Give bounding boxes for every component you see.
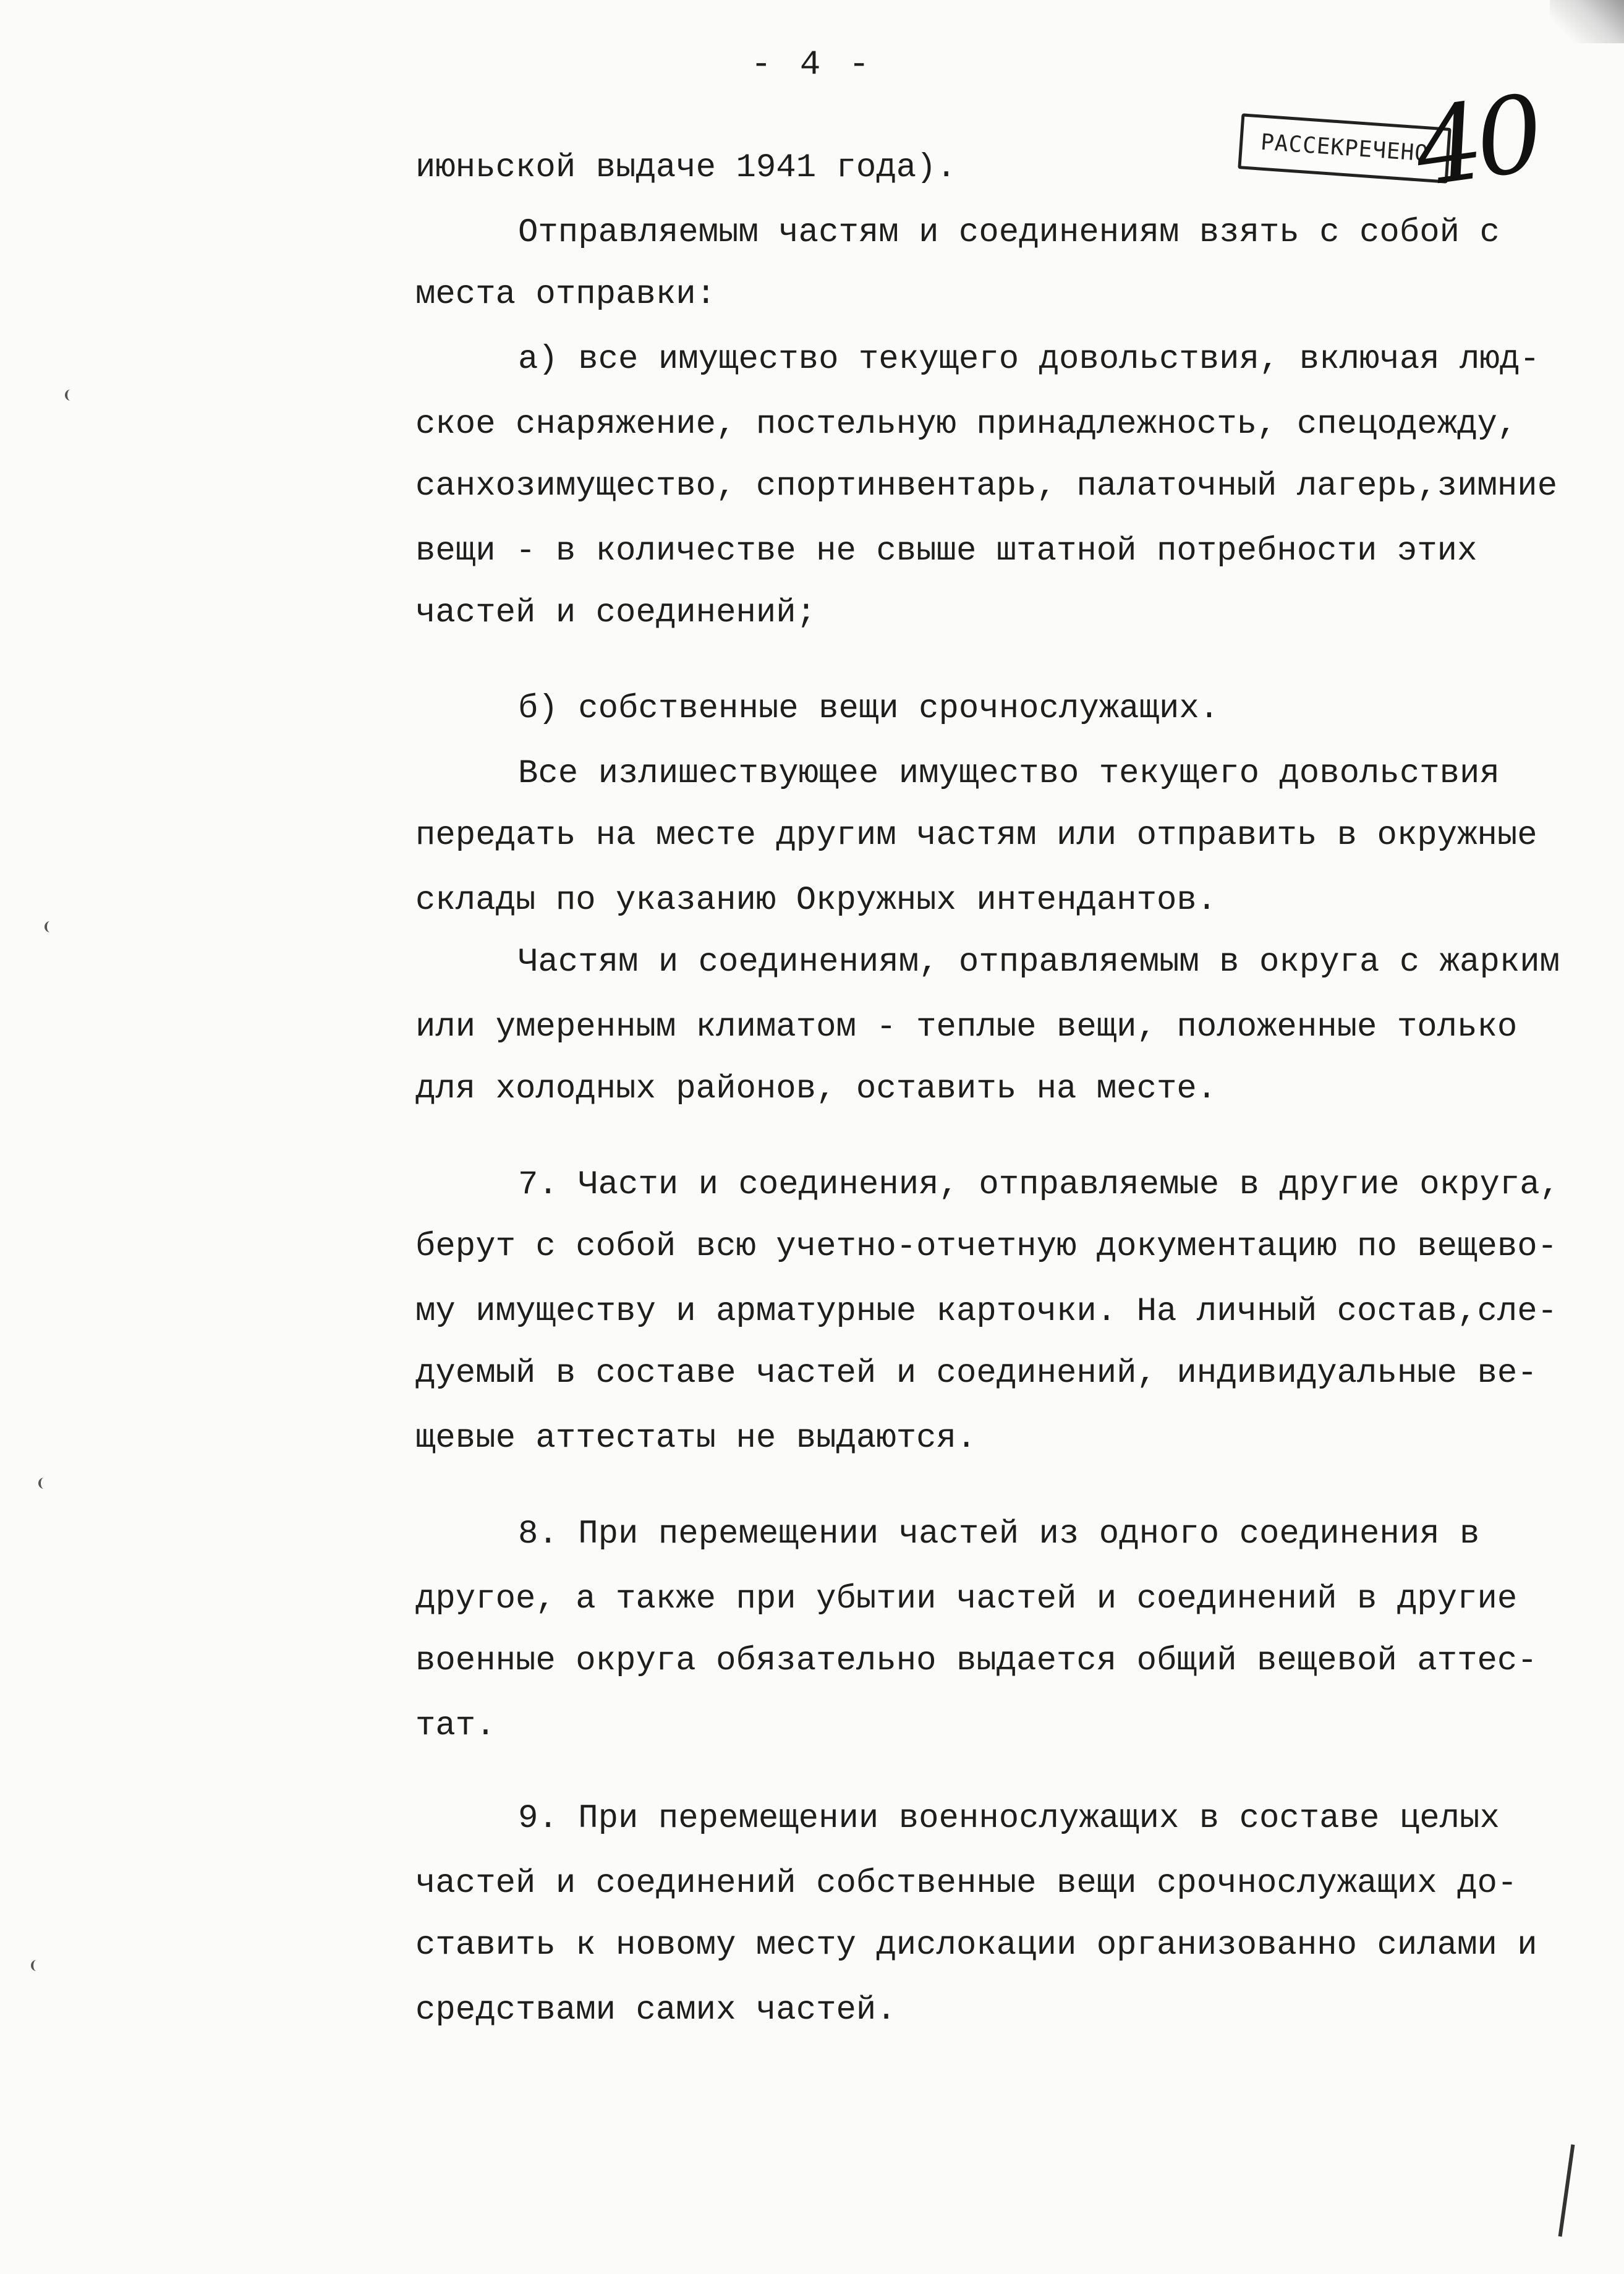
text-line: санхозимущество, спортинвентарь, палаточный лагерь,зимние	[415, 467, 1558, 505]
text-line: тат.	[415, 1707, 496, 1745]
text-line: берут с собой всю учетно-отчетную документацию по вещево-	[415, 1228, 1558, 1266]
text-line: для холодных районов, оставить на месте.	[415, 1070, 1217, 1108]
text-line: Отправляемым частям и соединениям взять с собой с	[518, 214, 1500, 252]
text-line: а) все имущество текущего довольствия, включая люд-	[518, 341, 1540, 378]
page-corner-fold	[1550, 0, 1624, 43]
text-line: Все излишествующее имущество текущего довольствия	[518, 755, 1500, 793]
text-line: места отправки:	[415, 276, 716, 313]
binder-hole-mark	[38, 1478, 49, 1489]
text-line: Частям и соединениям, отправляемым в округа с жарким	[518, 943, 1560, 981]
text-line: военные округа обязательно выдается общий вещевой аттес-	[415, 1642, 1537, 1680]
text-line: ставить к новому месту дислокации организованно силами и	[415, 1927, 1537, 1964]
text-line: б) собственные вещи срочнослужащих.	[518, 690, 1220, 728]
text-line: 9. При перемещении военнослужащих в составе целых	[518, 1800, 1500, 1838]
text-line: дуемый в составе частей и соединений, индивидуальные ве-	[415, 1355, 1537, 1392]
text-line: передать на месте другим частям или отправить в окружные	[415, 817, 1537, 854]
text-line: 7. Части и соединения, отправляемые в другие округа,	[518, 1166, 1560, 1204]
binder-hole-mark	[45, 921, 56, 932]
text-line: июньской выдаче 1941 года).	[415, 149, 956, 187]
text-line: склады по указанию Окружных интендантов.	[415, 882, 1217, 919]
page-number: - 4 -	[750, 45, 874, 84]
handwritten-sheet-number: 40	[1408, 72, 1545, 211]
text-line: другое, а также при убытии частей и соединений в другие	[415, 1580, 1518, 1618]
declassified-stamp: РАССЕКРЕЧЕНО	[1238, 113, 1451, 183]
text-line: щевые аттестаты не выдаются.	[415, 1420, 977, 1457]
binder-hole-mark	[31, 1960, 42, 1971]
text-line: вещи - в количестве не свыше штатной потребности этих	[415, 532, 1477, 570]
text-line: 8. При перемещении частей из одного соединения в	[518, 1515, 1480, 1553]
binder-hole-mark	[65, 390, 76, 401]
text-line: частей и соединений собственные вещи срочнослужащих до-	[415, 1865, 1518, 1902]
text-line: или умеренным климатом - теплые вещи, положенные только	[415, 1008, 1518, 1046]
text-line: частей и соединений;	[415, 594, 817, 632]
pen-mark	[1558, 2144, 1575, 2236]
text-line: му имуществу и арматурные карточки. На личный состав,сле-	[415, 1293, 1558, 1331]
text-line: ское снаряжение, постельную принадлежность, спецодежду,	[415, 406, 1518, 443]
text-line: средствами самих частей.	[415, 1991, 896, 2029]
